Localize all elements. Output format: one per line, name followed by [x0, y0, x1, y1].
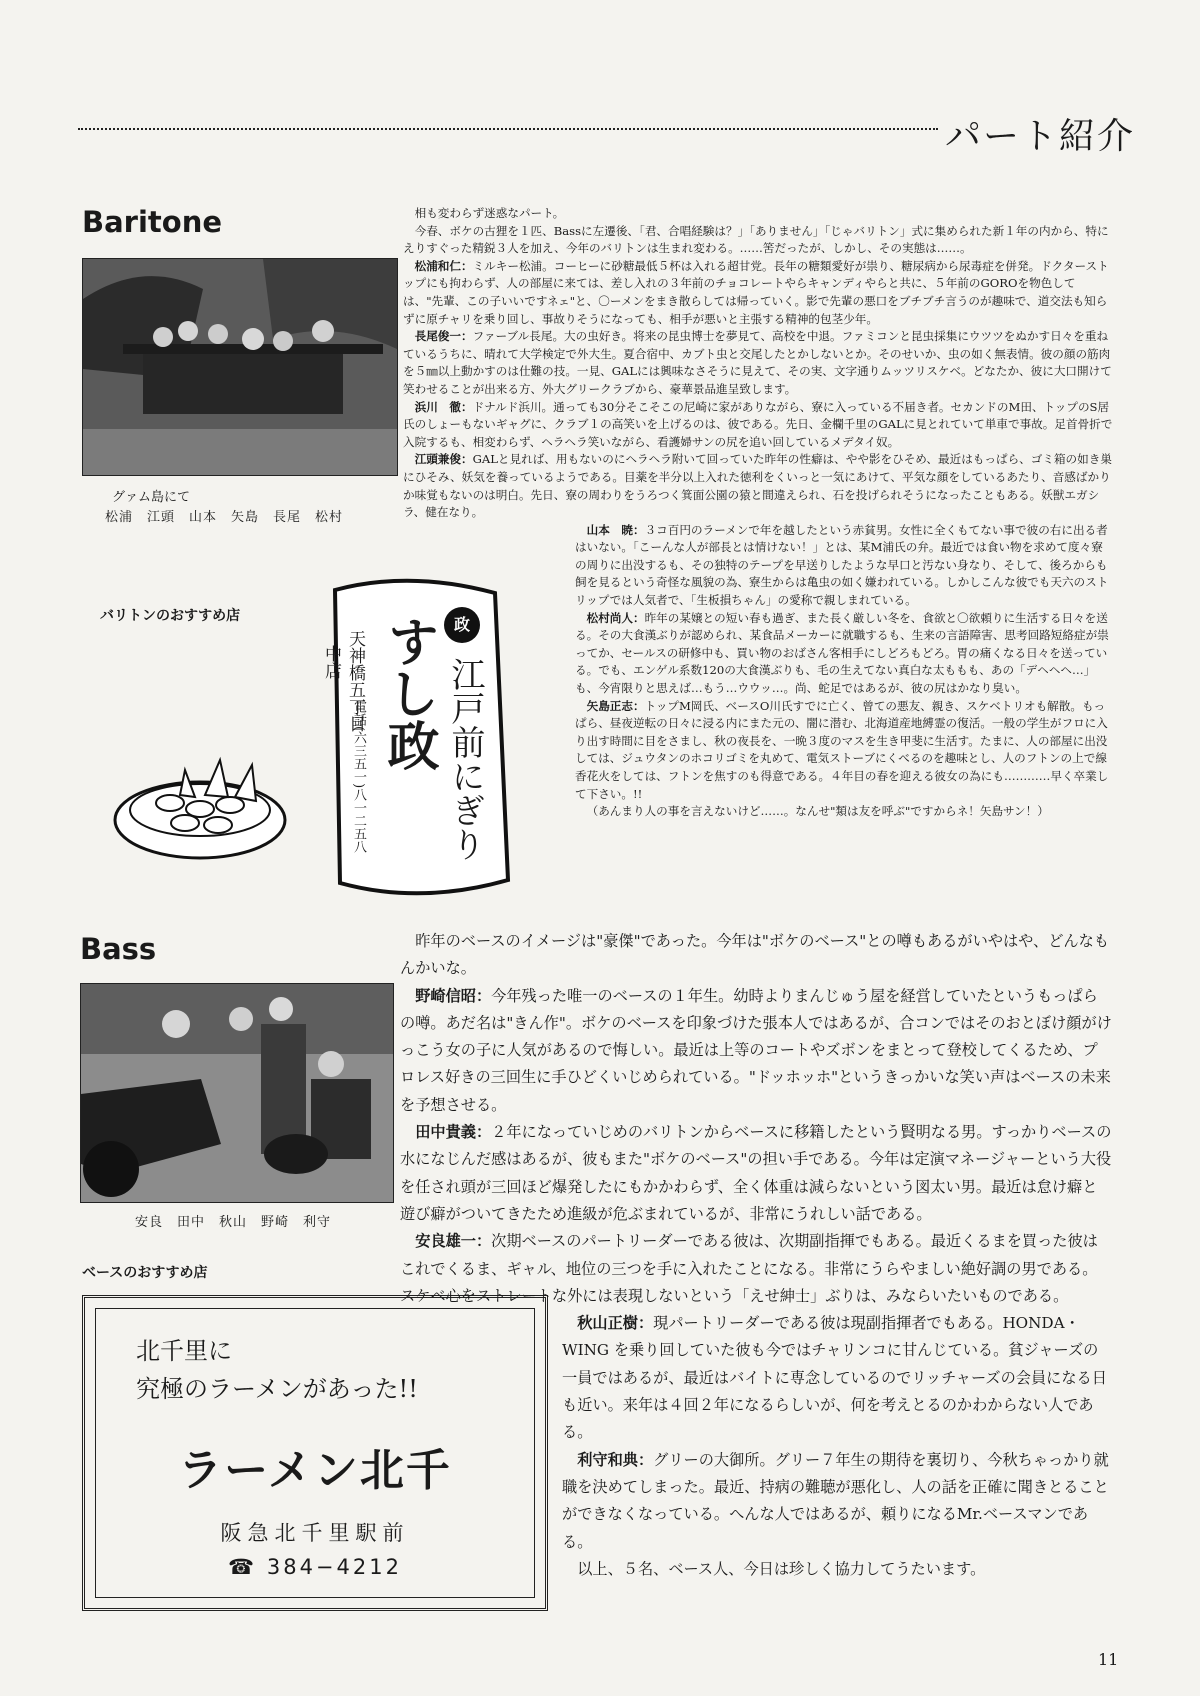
baritone-para: [403, 451, 1113, 521]
baritone-para: [575, 610, 1113, 698]
para-text: ミルキー松浦。コーヒーに砂糖最低５杯は入れる超甘党。長年の糖類愛好が祟り、糖尿病から尿毒症を併発。ドクターストップにも拘わらず、人の部屋に来ては、差し入れの３年前のチョコレートやらキャンディやらと共に、５年前のGOROを物色しては、"先輩、この子いいですネェ"と、〇ーメンをまき散らしては帰っていく。影で先輩の悪口をブチブチ言うのが趣味で、道交法も知らずに原チャリを乗り回し、事故りそうになっても、相手が悪いと主張する精神的包茎少年。: [403, 258, 1109, 326]
baritone-photo-caption: グァム島にて: [112, 490, 191, 505]
sushi-sign-name: すし政: [378, 615, 439, 771]
bass-indented-block: [400, 1310, 1112, 1583]
para-text: ドナルド浜川。通っても30分そこそこの尼崎に家がありながら、寮に入っている不届き者。セカンドのM田、トップのS居氏のしょーもないギャグに、クラブ１の高笑いを上げるのは、彼である。先日、金欄千里のGALに見とれていて単車で事故。足首骨折で入院するも、相変わらず、ヘラヘラ笑いながら、看護婦サンの尻を追い回しているメデタイ奴。: [403, 399, 1113, 449]
baritone-indented-block: [403, 522, 1113, 821]
member-name: 利守和典：: [577, 1450, 654, 1469]
baritone-para: [403, 205, 1113, 223]
ramen-ad-phone: ☎ 384−4212: [228, 1555, 402, 1579]
ramen-ad-location: 阪急北千里駅前: [220, 1521, 410, 1545]
para-text: ファーブル長尾。大の虫好き。将来の昆虫博士を夢見て、高校を中退。ファミコンと昆虫採集にウツツをぬかす日々を重ねているうちに、晴れて大学検定で外大生。夏合宿中、カブト虫と交尾したとかしないとか。そのせいか、虫の如く無表情。彼の顔の筋肉を５㎜以上動かすのは仕難の技。一見、GALには興味なさそうに見えて、その実、文字通りムッツリスケベ。どなたか、彼に大口開けて笑わせることが出来る方、外大グリークラブから、豪華景品進呈致します。: [403, 329, 1112, 396]
page-title: パート紹介: [945, 116, 1136, 157]
bass-para: [562, 1556, 1112, 1583]
para-text: 昨年のベースのイメージは"豪傑"であった。今年は"ボケのベース"との噂もあるがいやはや、どんなもんかいな。: [400, 932, 1109, 978]
member-name: 長尾俊一：: [414, 329, 473, 344]
bass-para: [562, 1310, 1112, 1446]
member-name: 江頭兼俊：: [414, 452, 473, 467]
baritone-photo: [82, 258, 398, 476]
member-name: 松村尚人：: [586, 610, 645, 625]
para-text: ３コ百円のラーメンで年を越したという赤貧男。女性に全くもてない事で彼の右に出る者はいない。「こーんな人が部長とは情けない！」とは、某M浦氏の弁。最近では食い物を求めて度々寮の周りに出没するも、その独特のテープを早送りしたような早口と汚ない身なり、そして、後ろからも飼を見るという奇怪な風貌の為、寮生からは亀虫の如く嫌われている。しかしこんな彼でも天六のストリップでは人気者で、「生板損ちゃん」の愛称で親しまれている。: [575, 522, 1109, 608]
member-name: 浜川 徹：: [414, 399, 473, 414]
member-name: 矢島正志：: [586, 698, 645, 713]
para-text: トップM岡氏、ベースO川氏すでに亡く、曾ての悪友、親き、スケベトリオも解散。もっぱら、昼夜逆転の日々に浸る内にまた元の、闇に潜む、北海道産地縛霊の復活。一般の学生がフロに入り出す時間に目をさまし、秋の夜長を、一晩３度のマスを生き甲斐に生活す。たまに、人の部屋に出没しては、ジュウタンのホコリゴミを丸めて、電気ストーブにくべるのを趣味とし、人のフトンの上で線香花火をしては、フトンを焦すのも得意である。４年目の春を迎える彼女の為にも…………早く卒業して下さい。!!: [575, 698, 1109, 801]
para-text: 次期ベースのパートリーダーである彼は、次期副指揮でもある。最近くるまを買った彼はこれでくるま、ギャル、地位の三つを手に入れたことになる。非常にうらやましい絶好調の男である。スケベ心をストレートな外には表現しないという「えせ紳士」ぶりは、みならいたいものである。: [400, 1232, 1098, 1305]
page-number: 11: [1098, 1650, 1119, 1669]
para-text: ２年になっていじめのバリトンからベースに移籍したという賢明なる男。すっかりベースの水になじんだ感はあるが、彼もまた"ボケのベース"の担い手である。今年は定演マネージャーという大役を任され頭が三回ほど爆発したにもかかわらず、全く体重は減らないという図太い男。最近は怠け癖と遊び癖がついてきたため進級が危ぶまれているが、非常にうれしい話である。: [400, 1123, 1112, 1223]
bass-shop-heading: ベースのおすすめ店: [82, 1265, 208, 1281]
baritone-shop-heading: バリトンのおすすめ店: [100, 608, 241, 624]
baritone-para: [403, 399, 1113, 452]
baritone-para: [575, 803, 1113, 821]
bass-para: [400, 1228, 1112, 1310]
bass-photo-names: 安良 田中 秋山 野崎 利守: [135, 1215, 332, 1230]
ramen-ad-line2: 究極のラーメンがあった!!: [136, 1375, 418, 1403]
para-text: 今春、ボケの古狸を１匹、Bassに左遷後、「君、合唱経験は？」「ありません」「じゃバリトン」式に集められた新１年の内から、特にえりすぐった精鋭３人を加え、今年のバリトンは生まれ変わる。……筈だったが、しかし、その実態は……。: [403, 223, 1109, 256]
baritone-para: [403, 258, 1113, 328]
baritone-text: [403, 205, 1113, 821]
baritone-para: [575, 698, 1113, 804]
para-text: 昨年の某嬢との短い春も過ぎ、また長く厳しい冬を、食欲と〇欲頼りに生活する日々を送る。その大食漢ぶりが認められ、某食品メーカーに就職するも、生来の言語障害、思考回路短絡症が祟ってか、セールスの研修中も、買い物のおばさん客相手にしどろもどろ。胃の痛くなる日々を送っている。でも、エンゲル系数120の大食漢ぶりも、毛の生えてない真白な太ももも、あの「デヘヘヘ…」も、今宵限りと思えば…もう…ウウッ…。尚、蛇足ではあるが、彼の尻はかなり臭い。: [575, 610, 1109, 696]
para-text: 現パートリーダーである彼は現副指揮者でもある。HONDA・WING を乗り回していた彼も今ではチャリンコに甘んじている。貧ジャーズの一員ではあるが、最近はバイトに専念しているのでリッチャーズの会員になる日も近い。来年は４回２年になるらしいが、何を考えとるのかわからない人である。: [562, 1314, 1107, 1442]
para-text: 今年残った唯一のベースの１年生。幼時よりまんじゅう屋を経営していたというもっぱらの噂。あだ名は"きん作"。ボケのベースを印象づけた張本人ではあるが、合コンではそのおとぼけ顔がけっこう女の子に人気があるので悔しい。最近は上等のコートやズボンをまとって登校してくるため、プロレス好きの三回生に手ひどくいじめられている。"ドッホッホ"というきっかいな笑い声はベースの未来を予想させる。: [400, 986, 1112, 1114]
member-name: 秋山正樹：: [577, 1314, 654, 1333]
ramen-ad-line1: 北千里に: [136, 1337, 232, 1365]
member-name: 安良雄一：: [415, 1232, 492, 1251]
member-name: 山本 暁：: [586, 522, 645, 537]
bass-title: Bass: [80, 932, 157, 966]
ramen-ad-shop-name: ラーメン北千: [178, 1445, 452, 1496]
para-text: GALと見れば、用もないのにヘラヘラ附いて回っていた昨年の性癖は、やや影をひそめ、最近はもっぱら、ゴミ箱の如き巣にひそみ、妖気を養っているようである。目薬を半分以上入れた徳利をくいっと一気にあけて、平気な顔をしているあたり、音感ばかりか味覚もないのは明白。先日、寮の周わりをうろつく箕面公園の猿と間違えられ、石を投げられそうになったこともある。妖獣エガシラ、健在なり。: [403, 452, 1112, 520]
baritone-photo-names: 松浦 江頭 山本 矢島 長尾 松村: [105, 510, 344, 525]
baritone-para: [403, 328, 1113, 398]
para-text: 相も変わらず迷惑なパート。: [414, 206, 565, 220]
baritone-para: [403, 223, 1113, 258]
member-name: 田中貴義：: [415, 1123, 492, 1142]
header-rule: [78, 128, 938, 130]
para-text: グリーの大御所。グリー７年生の期待を裏切り、今秋ちゃっかり就職を決めてしまった。最近、持病の難聴が悪化し、人の話を正確に聞きとることができなくなっている。へんな人ではあるが、頼りになるMr.ベースマンである。: [562, 1450, 1109, 1551]
baritone-title: Baritone: [82, 205, 223, 239]
sushi-sign-sub: 江戸前にぎり: [445, 657, 485, 861]
bass-photo: [80, 983, 394, 1203]
member-name: 松浦和仁：: [414, 258, 473, 273]
bass-text: [400, 928, 1112, 1583]
sushi-sign-tel: 電話(六三五一)八一二五八: [351, 700, 366, 854]
baritone-para: [575, 522, 1113, 610]
bass-para: [562, 1447, 1112, 1556]
bass-para: [400, 1119, 1112, 1228]
sushi-sign-branch: 中店: [321, 645, 341, 679]
bass-para: [400, 928, 1112, 983]
sushi-sign-mark: 政: [453, 615, 470, 634]
member-name: 野崎信昭：: [415, 986, 492, 1005]
bass-para: [400, 983, 1112, 1119]
para-text: （あんまり人の事を言えないけど……。なんせ"類は友を呼ぶ"ですからネ！矢島サン！）: [586, 804, 1049, 819]
para-text: 以上、５名、ベース人、今日は珍しく協力してうたいます。: [577, 1559, 986, 1578]
sushi-sign-addr: 天神橋五丁目: [345, 630, 365, 732]
